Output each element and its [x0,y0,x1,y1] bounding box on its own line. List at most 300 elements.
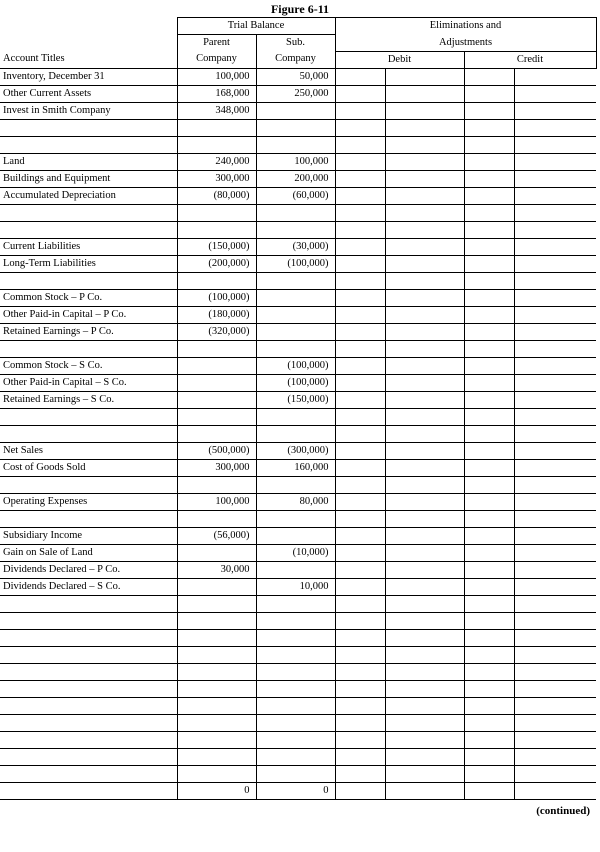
parent-amount [177,714,256,731]
debit-header: Debit [335,51,464,68]
parent-amount: (100,000) [177,289,256,306]
credit-ref [464,238,514,255]
debit-ref [335,374,385,391]
header-row-2 [0,35,596,52]
credit-amount [514,204,596,221]
debit-ref [335,153,385,170]
debit-ref [335,357,385,374]
debit-ref [335,476,385,493]
account-title [0,204,177,221]
table-row [0,646,596,663]
credit-amount [514,697,596,714]
credit-ref [464,153,514,170]
parent-amount [177,221,256,238]
debit-amount [385,238,464,255]
account-title [0,663,177,680]
debit-ref [335,221,385,238]
parent-amount [177,408,256,425]
credit-amount [514,102,596,119]
debit-amount [385,136,464,153]
credit-ref [464,493,514,510]
account-title: Common Stock – S Co. [0,357,177,374]
credit-ref [464,136,514,153]
sub-amount [256,731,335,748]
sub-amount: 100,000 [256,153,335,170]
debit-amount [385,306,464,323]
credit-amount [514,153,596,170]
account-title [0,408,177,425]
debit-amount [385,255,464,272]
table-row [0,442,596,459]
parent-header-line1: Parent [177,35,256,52]
parent-amount [177,272,256,289]
credit-amount [514,68,596,85]
parent-amount [177,119,256,136]
credit-ref [464,187,514,204]
parent-amount [177,136,256,153]
sub-header-line1: Sub. [256,35,335,52]
table-row [0,340,596,357]
sub-amount: (60,000) [256,187,335,204]
credit-ref [464,782,514,799]
sub-amount [256,612,335,629]
debit-amount [385,748,464,765]
parent-amount: 100,000 [177,493,256,510]
parent-amount: (80,000) [177,187,256,204]
credit-amount [514,272,596,289]
credit-ref [464,629,514,646]
debit-amount [385,68,464,85]
debit-ref [335,544,385,561]
account-title [0,425,177,442]
debit-amount [385,561,464,578]
parent-amount: (150,000) [177,238,256,255]
account-title: Subsidiary Income [0,527,177,544]
account-title [0,476,177,493]
table-row [0,238,596,255]
account-title [0,221,177,238]
parent-amount [177,374,256,391]
debit-amount [385,578,464,595]
debit-ref [335,68,385,85]
sub-amount [256,408,335,425]
header-blank [0,35,177,52]
debit-ref [335,629,385,646]
credit-amount [514,714,596,731]
account-title: Long-Term Liabilities [0,255,177,272]
account-title: Accumulated Depreciation [0,187,177,204]
table-row [0,425,596,442]
sub-amount [256,663,335,680]
credit-amount [514,170,596,187]
debit-amount [385,221,464,238]
sub-amount [256,765,335,782]
sub-amount: (150,000) [256,391,335,408]
debit-amount [385,612,464,629]
credit-amount [514,578,596,595]
sub-amount [256,306,335,323]
header-row-3 [0,51,596,68]
credit-ref [464,697,514,714]
debit-ref [335,306,385,323]
parent-amount [177,663,256,680]
debit-ref [335,527,385,544]
credit-ref [464,391,514,408]
credit-ref [464,527,514,544]
totals-row [0,782,596,799]
debit-amount [385,544,464,561]
table-row [0,510,596,527]
sub-amount: 250,000 [256,85,335,102]
account-title [0,595,177,612]
debit-ref [335,595,385,612]
table-row [0,527,596,544]
debit-amount [385,204,464,221]
sub-amount [256,748,335,765]
parent-amount: 0 [177,782,256,799]
elim-header-line2: Adjustments [335,35,596,52]
account-title: Retained Earnings – S Co. [0,391,177,408]
credit-amount [514,391,596,408]
credit-ref [464,561,514,578]
debit-ref [335,442,385,459]
debit-ref [335,663,385,680]
credit-amount [514,442,596,459]
table-row [0,119,596,136]
table-row [0,357,596,374]
credit-amount [514,731,596,748]
table-row [0,748,596,765]
debit-ref [335,170,385,187]
parent-amount [177,680,256,697]
credit-ref [464,731,514,748]
debit-ref [335,204,385,221]
credit-ref [464,765,514,782]
credit-ref [464,272,514,289]
credit-amount [514,527,596,544]
header-blank [0,18,177,35]
sub-amount: (100,000) [256,357,335,374]
credit-amount [514,425,596,442]
debit-ref [335,289,385,306]
sub-amount: (100,000) [256,255,335,272]
debit-amount [385,374,464,391]
credit-ref [464,85,514,102]
credit-ref [464,255,514,272]
credit-ref [464,595,514,612]
table-row [0,204,596,221]
account-title [0,680,177,697]
debit-ref [335,714,385,731]
table-row [0,595,596,612]
parent-amount: 300,000 [177,170,256,187]
parent-amount [177,544,256,561]
account-title: Dividends Declared – P Co. [0,561,177,578]
parent-amount [177,425,256,442]
debit-ref [335,578,385,595]
header-row-1 [0,18,596,35]
account-title [0,272,177,289]
sub-amount: (100,000) [256,374,335,391]
table-row [0,459,596,476]
debit-amount [385,272,464,289]
parent-amount: (320,000) [177,323,256,340]
debit-ref [335,646,385,663]
sub-amount [256,561,335,578]
debit-amount [385,153,464,170]
table-row [0,187,596,204]
account-title: Land [0,153,177,170]
account-title [0,136,177,153]
account-title: Current Liabilities [0,238,177,255]
sub-amount [256,425,335,442]
parent-amount [177,697,256,714]
debit-amount [385,425,464,442]
table-row [0,272,596,289]
sub-amount [256,714,335,731]
credit-ref [464,510,514,527]
table-row [0,221,596,238]
credit-amount [514,357,596,374]
worksheet-table [0,17,597,800]
debit-ref [335,187,385,204]
debit-ref [335,272,385,289]
debit-amount [385,119,464,136]
credit-amount [514,595,596,612]
sub-amount [256,102,335,119]
table-row [0,289,596,306]
sub-amount: (30,000) [256,238,335,255]
credit-amount [514,374,596,391]
credit-ref [464,323,514,340]
credit-amount [514,476,596,493]
parent-amount [177,510,256,527]
credit-ref [464,425,514,442]
debit-amount [385,510,464,527]
debit-amount [385,289,464,306]
credit-amount [514,561,596,578]
credit-amount [514,408,596,425]
credit-amount [514,187,596,204]
credit-amount [514,238,596,255]
account-title: Retained Earnings – P Co. [0,323,177,340]
parent-amount [177,391,256,408]
credit-amount [514,782,596,799]
credit-amount [514,544,596,561]
account-title [0,119,177,136]
debit-ref [335,391,385,408]
account-title: Other Paid-in Capital – S Co. [0,374,177,391]
elim-header-line1: Eliminations and [335,18,596,35]
debit-amount [385,782,464,799]
credit-ref [464,442,514,459]
account-title: Gain on Sale of Land [0,544,177,561]
parent-amount [177,578,256,595]
debit-amount [385,408,464,425]
debit-amount [385,442,464,459]
sub-amount [256,629,335,646]
debit-ref [335,136,385,153]
table-row [0,102,596,119]
sub-amount [256,510,335,527]
debit-ref [335,408,385,425]
parent-amount [177,748,256,765]
parent-amount [177,731,256,748]
credit-ref [464,476,514,493]
credit-amount [514,323,596,340]
credit-amount [514,646,596,663]
account-title [0,782,177,799]
account-title [0,510,177,527]
table-row [0,493,596,510]
debit-amount [385,323,464,340]
sub-amount: (300,000) [256,442,335,459]
parent-amount [177,629,256,646]
credit-amount [514,510,596,527]
parent-amount: (180,000) [177,306,256,323]
parent-amount [177,204,256,221]
table-row [0,153,596,170]
debit-ref [335,85,385,102]
debit-amount [385,170,464,187]
table-row [0,68,596,85]
parent-header-line2: Company [177,51,256,68]
credit-ref [464,119,514,136]
table-row [0,765,596,782]
sub-amount [256,595,335,612]
parent-amount [177,612,256,629]
credit-ref [464,102,514,119]
parent-amount: 348,000 [177,102,256,119]
debit-ref [335,697,385,714]
credit-amount [514,612,596,629]
account-title: Other Current Assets [0,85,177,102]
debit-ref [335,493,385,510]
account-title: Other Paid-in Capital – P Co. [0,306,177,323]
debit-amount [385,102,464,119]
debit-ref [335,255,385,272]
credit-ref [464,374,514,391]
table-row [0,663,596,680]
sub-amount [256,646,335,663]
credit-amount [514,255,596,272]
account-title [0,612,177,629]
account-title: Dividends Declared – S Co. [0,578,177,595]
credit-ref [464,544,514,561]
table-row [0,306,596,323]
credit-ref [464,357,514,374]
debit-ref [335,680,385,697]
sub-amount [256,323,335,340]
parent-amount: 240,000 [177,153,256,170]
debit-ref [335,765,385,782]
debit-amount [385,663,464,680]
debit-ref [335,119,385,136]
parent-amount: 300,000 [177,459,256,476]
debit-ref [335,425,385,442]
credit-ref [464,612,514,629]
credit-ref [464,340,514,357]
sub-header-line2: Company [256,51,335,68]
sub-amount [256,221,335,238]
debit-amount [385,697,464,714]
parent-amount: (200,000) [177,255,256,272]
sub-amount [256,204,335,221]
account-title: Buildings and Equipment [0,170,177,187]
credit-ref [464,680,514,697]
debit-ref [335,510,385,527]
sub-amount [256,119,335,136]
debit-ref [335,323,385,340]
sub-amount [256,272,335,289]
debit-amount [385,187,464,204]
account-title [0,646,177,663]
credit-amount [514,221,596,238]
debit-ref [335,102,385,119]
parent-amount: (56,000) [177,527,256,544]
debit-amount [385,493,464,510]
account-title [0,629,177,646]
debit-amount [385,459,464,476]
account-titles-header: Account Titles [0,51,177,68]
sub-amount: 0 [256,782,335,799]
parent-amount: 100,000 [177,68,256,85]
table-row [0,391,596,408]
table-row [0,374,596,391]
debit-ref [335,612,385,629]
sub-amount: (10,000) [256,544,335,561]
parent-amount [177,357,256,374]
account-title [0,340,177,357]
credit-amount [514,765,596,782]
debit-amount [385,357,464,374]
credit-ref [464,204,514,221]
debit-amount [385,340,464,357]
credit-amount [514,680,596,697]
account-title [0,748,177,765]
credit-amount [514,85,596,102]
credit-amount [514,136,596,153]
debit-amount [385,629,464,646]
table-row [0,85,596,102]
sub-amount [256,697,335,714]
credit-ref [464,663,514,680]
credit-ref [464,459,514,476]
credit-ref [464,289,514,306]
debit-ref [335,731,385,748]
sub-amount [256,136,335,153]
credit-amount [514,629,596,646]
sub-amount: 80,000 [256,493,335,510]
credit-amount [514,663,596,680]
debit-amount [385,714,464,731]
credit-amount [514,289,596,306]
debit-amount [385,391,464,408]
table-row [0,561,596,578]
table-row [0,612,596,629]
credit-ref [464,306,514,323]
sub-amount: 10,000 [256,578,335,595]
credit-ref [464,578,514,595]
parent-amount: (500,000) [177,442,256,459]
continued-note: (continued) [536,805,590,817]
debit-amount [385,595,464,612]
table-row [0,680,596,697]
table-row [0,408,596,425]
debit-ref [335,340,385,357]
credit-header: Credit [464,51,596,68]
debit-ref [335,561,385,578]
